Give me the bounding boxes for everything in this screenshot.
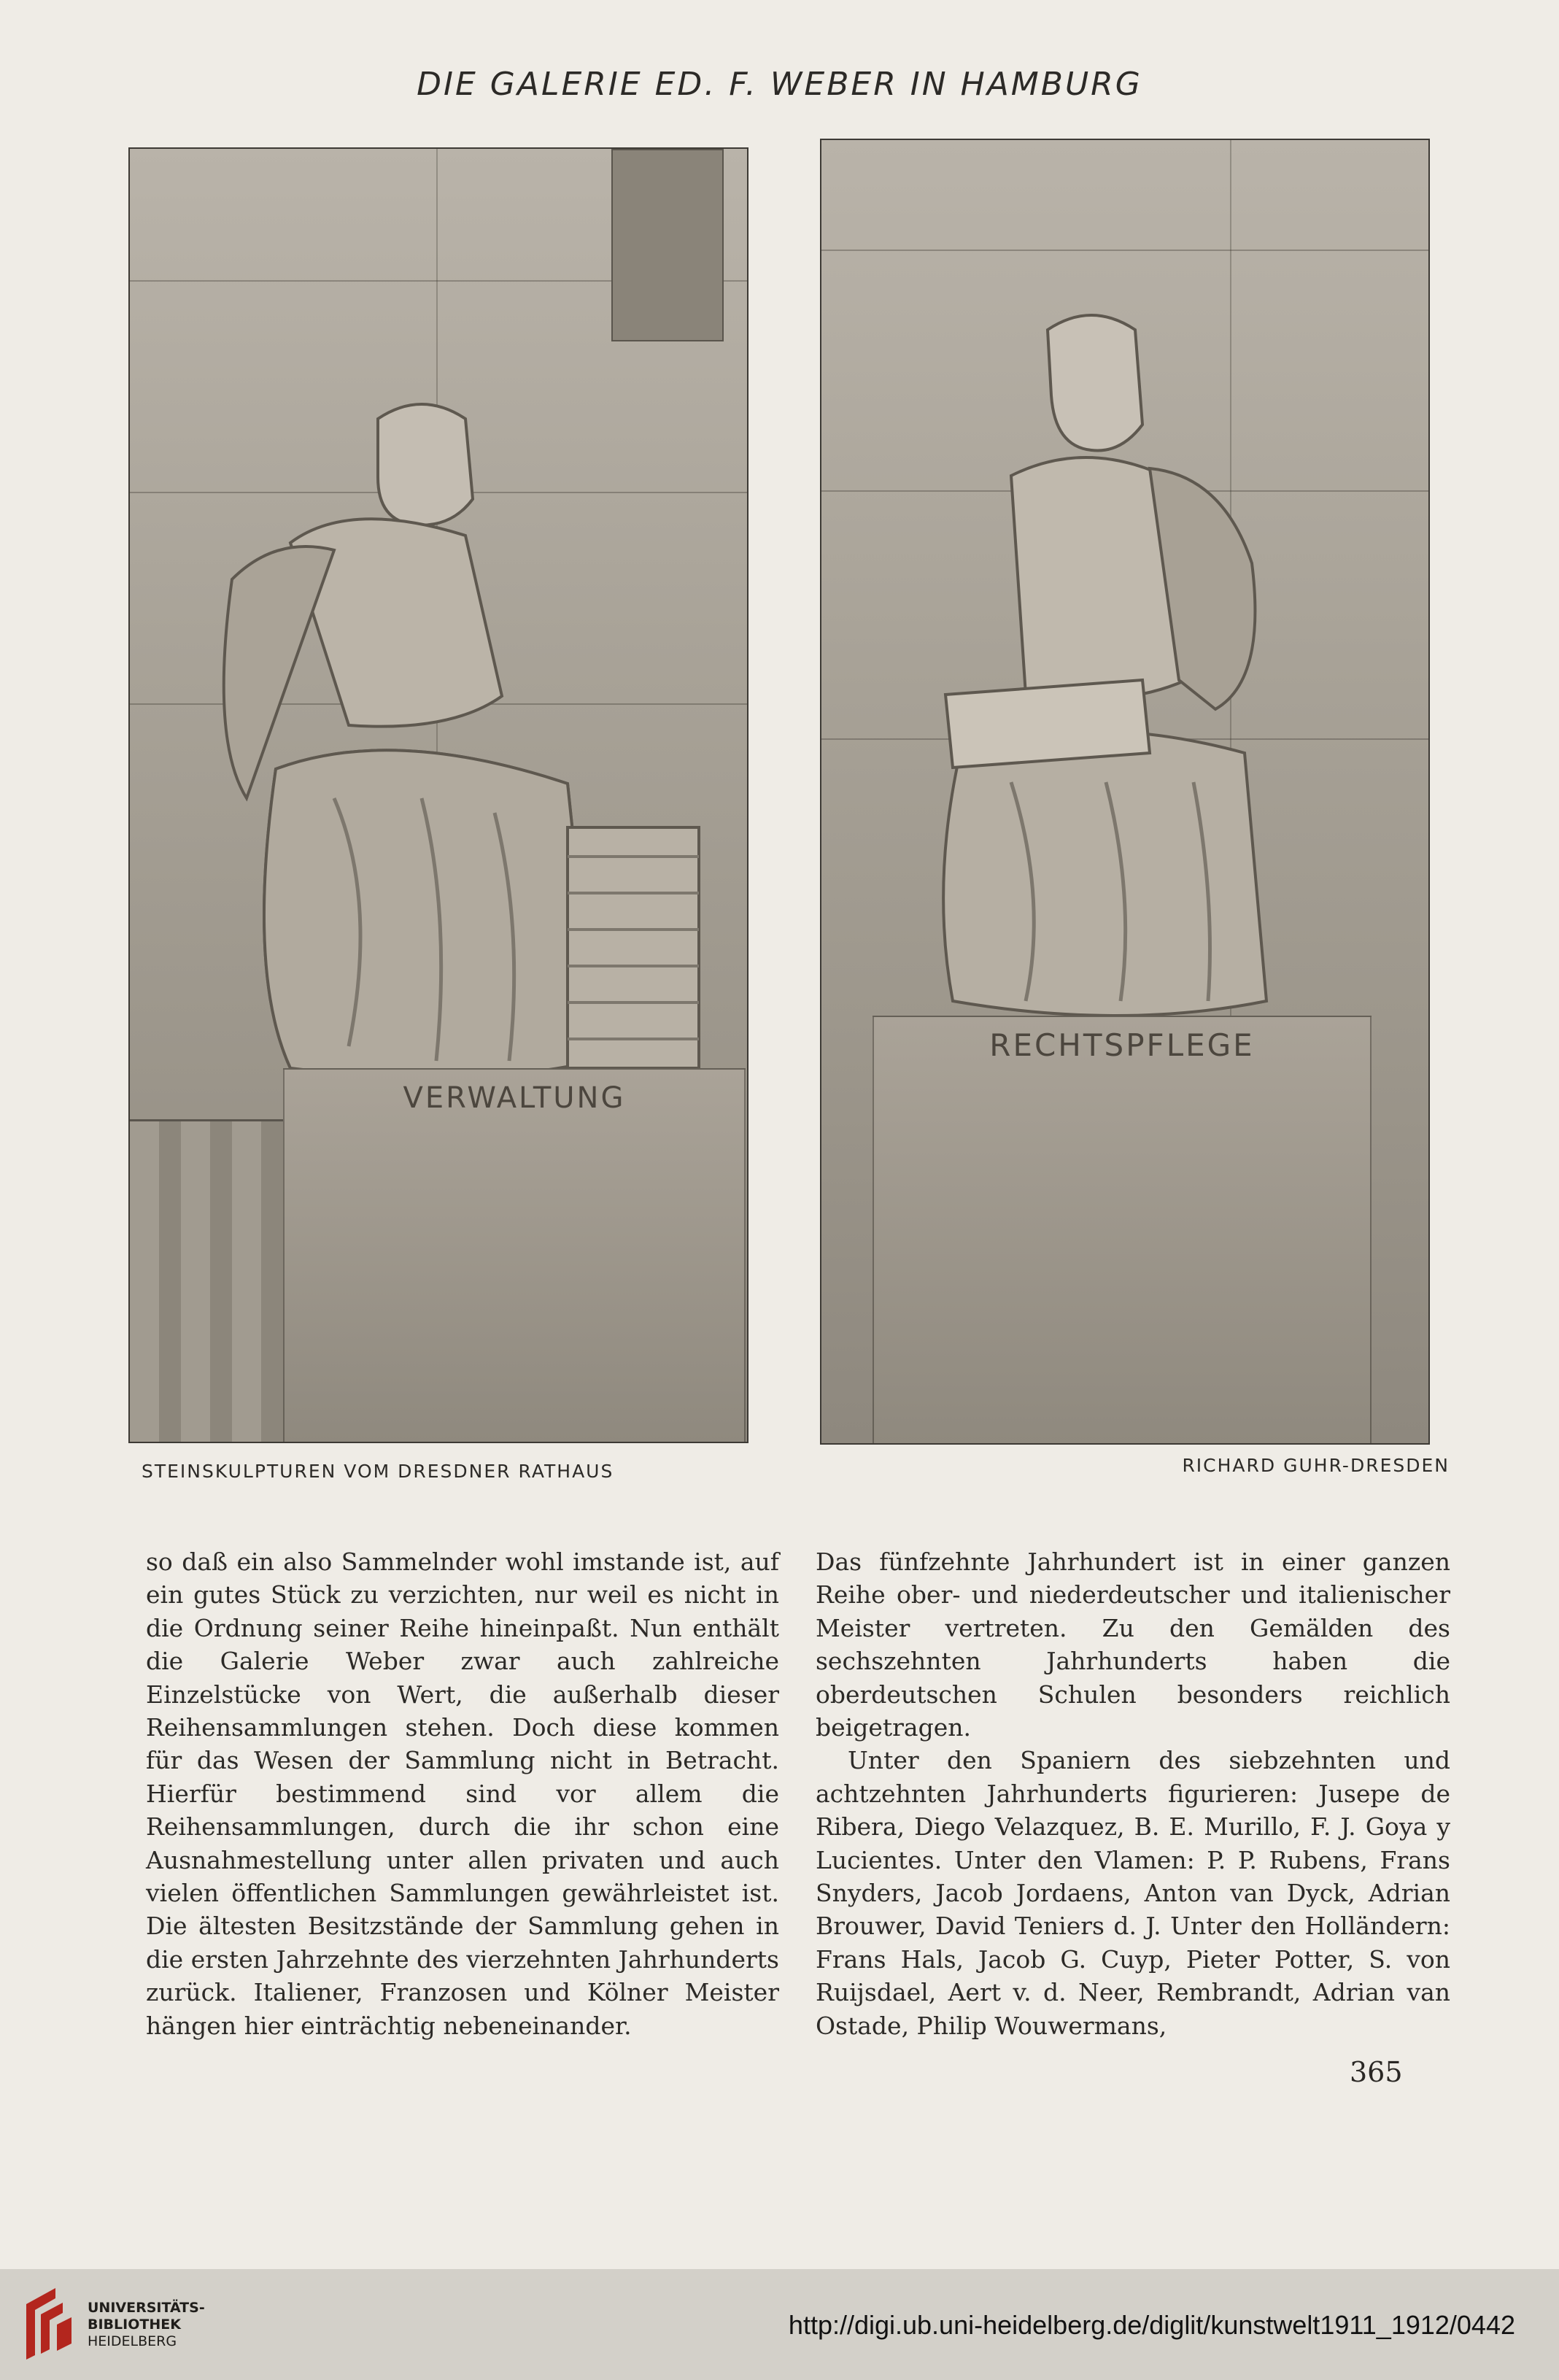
- sculpture-photo-left: [128, 147, 748, 1443]
- paragraph: Das fünfzehnte Jahrhundert ist in einer ganzen Reihe ober- und niederdeutscher und italienischer Meister vertreten. Zu den Gemälden des sechszehnten Jahrhunderts haben die oberdeutschen Schulen besonders reichlich beigetragen.: [816, 1548, 1450, 1742]
- pedestal-left: [283, 1068, 746, 1443]
- inscription-verwaltung: VERWALTUNG: [403, 1081, 626, 1115]
- body-column-right: [816, 1545, 1450, 2042]
- digitization-footer: [0, 2269, 1559, 2380]
- sculpture-photo-right: [820, 139, 1430, 1445]
- running-title: DIE GALERIE ED. F. WEBER IN HAMBURG: [417, 66, 1142, 103]
- library-name: [88, 2300, 205, 2350]
- library-line: HEIDELBERG: [88, 2333, 177, 2349]
- inscription-rechtspflege: RECHTSPFLEGE: [989, 1027, 1255, 1063]
- paragraph: so daß ein also Sammelnder wohl imstande ist, auf ein gutes Stück zu verzichten, nur weil es nicht in die Ordnung seiner Reihe hineinpaßt. Nun enthält die Galerie Weber zwar auch zahlreiche Einzelstücke von Wert, die außerhalb dieser Reihensammlungen stehen. Doch diese kommen für das Wesen der Sammlung nicht in Betracht. Hierfür bestimmend sind vor allem die Reihensammlungen, durch die ihr schon eine Ausnahmestellung unter allen privaten und auch vielen öffentlichen Sammlungen gewährleistet ist. Die ältesten Besitzstände der Sammlung gehen in die ersten Jahrzehnte des vierzehnten Jahrhunderts zurück. Italiener, Franzosen und Kölner Meister hängen hier einträchtig nebeneinander.: [146, 1548, 779, 2040]
- caption-left: STEINSKULPTUREN VOM DRESDNER RATHAUS: [142, 1461, 614, 1482]
- page-number: 365: [1350, 2056, 1403, 2088]
- source-url-link[interactable]: http://digi.ub.uni-heidelberg.de/diglit/kunstwelt1911_1912/0442: [788, 2310, 1515, 2340]
- body-column-left: [146, 1545, 779, 2042]
- pedestal-right: [873, 1016, 1372, 1445]
- library-logo-icon: [19, 2282, 77, 2364]
- library-line: UNIVERSITÄTS-: [88, 2300, 205, 2316]
- caption-right: RICHARD GUHR-DRESDEN: [1182, 1455, 1450, 1476]
- library-line: BIBLIOTHEK: [88, 2317, 181, 2333]
- paragraph: Unter den Spaniern des siebzehnten und achtzehnten Jahrhunderts figurieren: Jusepe de Ribera, Diego Velazquez, B. E. Murillo, F. J. Goya y Lucientes. Unter den Vlamen: P. P. Rubens, Frans Snyders, Jacob Jordaens, Anton van Dyck, Adrian Brouwer, David Teniers d. J. Unter den Holländern: Frans Hals, Jacob G. Cuyp, Pieter Potter, S. von Ruijsdael, Aert v. d. Neer, Rembrandt, Adrian van Ostade, Philip Wouwermans,: [816, 1746, 1450, 2040]
